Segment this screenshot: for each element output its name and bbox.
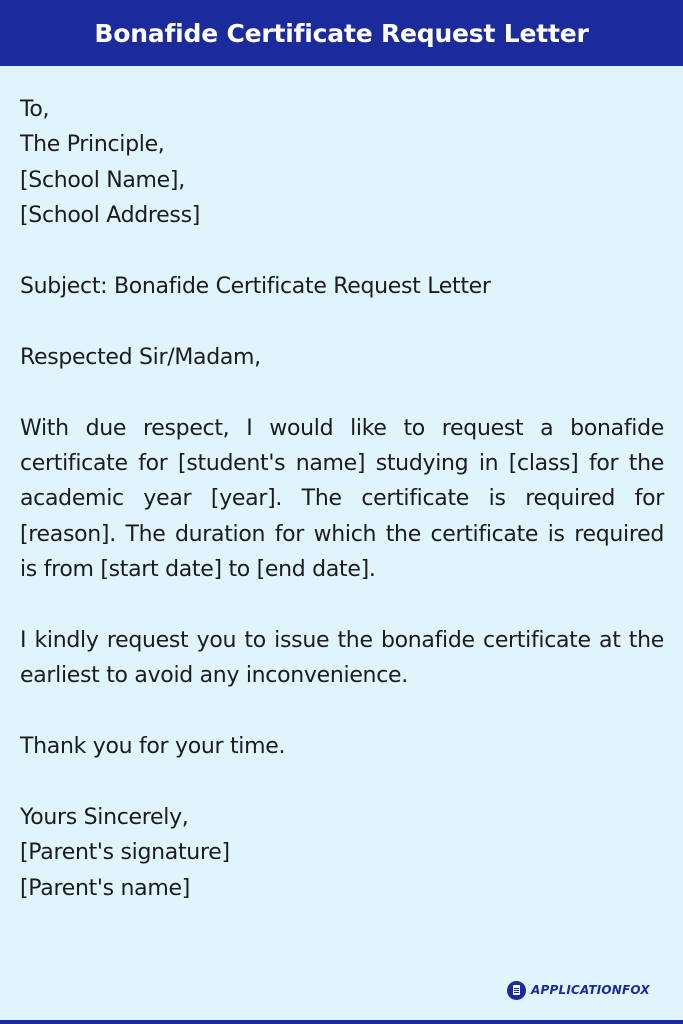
title-banner [0, 0, 683, 66]
spacer [20, 694, 664, 729]
page-title: Bonafide Certificate Request Letter [94, 18, 589, 48]
spacer [20, 588, 664, 623]
salutation: Respected Sir/Madam, [20, 344, 261, 370]
spacer [20, 375, 664, 410]
address-line-school-address: [School Address] [20, 203, 201, 229]
address-line-to: To, [20, 97, 50, 122]
document-icon [507, 981, 526, 1000]
address-line-recipient: The Principle, [20, 132, 165, 158]
spacer [20, 765, 664, 800]
signature-placeholder: [Parent's signature] [20, 840, 230, 866]
letter-body [20, 92, 664, 906]
address-line-school-name: [School Name], [20, 167, 185, 193]
thanks-line: Thank you for your time. [20, 734, 286, 760]
body-paragraph-request: With due respect, I would like to request a bonafide certificate for [student's name] studying in [class] for the academic year [year]. The certificate is required for [reason]. The duration for which the certificate is required is from [start date] to [end date]. [20, 415, 664, 583]
footer-divider [0, 1020, 683, 1024]
body-paragraph-issue: I kindly request you to issue the bonafide certificate at the earliest to avoid any inconvenience. [20, 628, 664, 689]
brand-logo [507, 978, 650, 1002]
spacer [20, 234, 664, 269]
closing-line: Yours Sincerely, [20, 805, 189, 831]
brand-name: APPLICATIONFOX [531, 983, 650, 997]
subject-line: Subject: Bonafide Certificate Request Letter [20, 274, 491, 300]
name-placeholder: [Parent's name] [20, 875, 190, 901]
spacer [20, 304, 664, 339]
